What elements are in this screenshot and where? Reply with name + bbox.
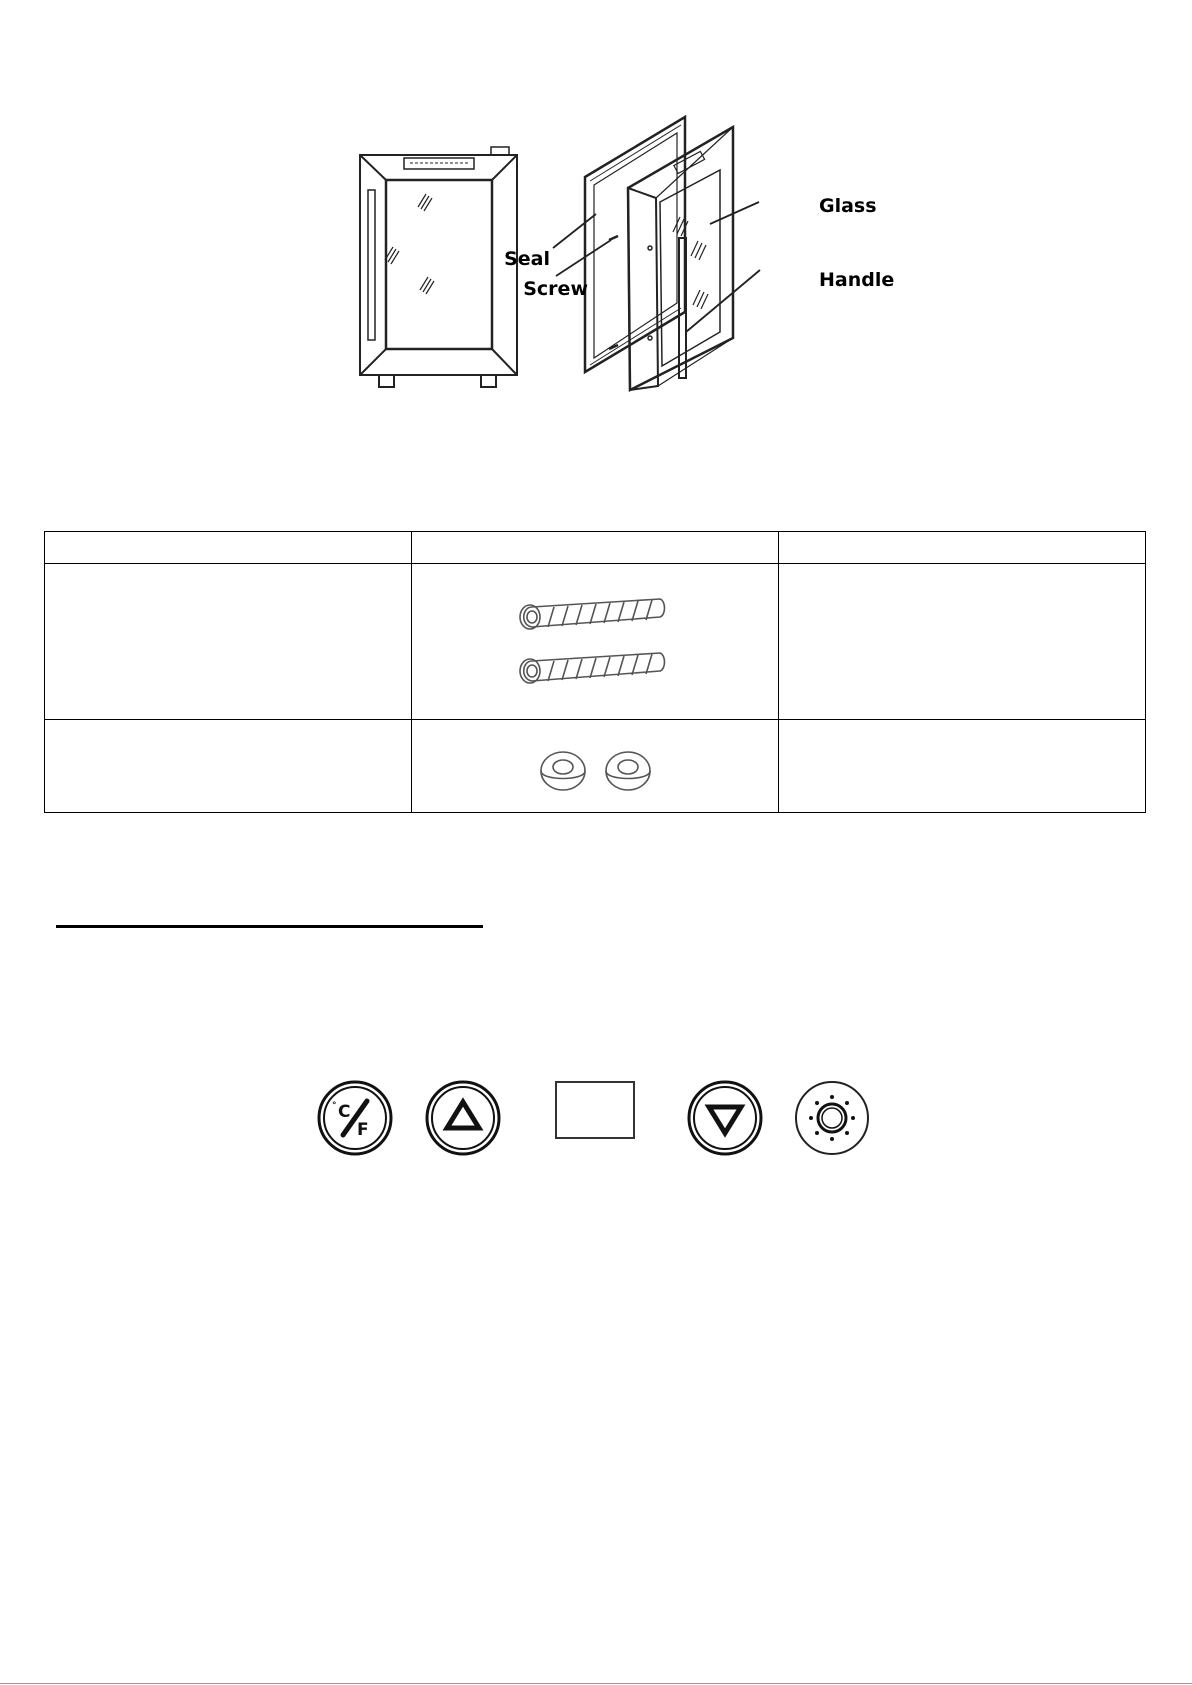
door-frame-outer <box>628 127 733 390</box>
callout-seal: Seal <box>504 248 550 270</box>
svg-text:C: C <box>338 1102 351 1122</box>
door-frame-depth <box>628 188 658 390</box>
table-row <box>45 720 1146 813</box>
part-name-cell <box>45 720 412 813</box>
triangle-up-icon <box>424 1079 502 1157</box>
svg-text:°: ° <box>332 1101 337 1111</box>
door-glass-panel <box>660 170 720 366</box>
callout-screw: Screw <box>523 278 588 300</box>
unit-toggle-button[interactable] <box>316 1079 394 1157</box>
parts-table <box>44 531 1146 813</box>
temp-up-button[interactable] <box>424 1079 502 1157</box>
part-quantity-cell <box>779 564 1146 720</box>
part-quantity-cell <box>779 720 1146 813</box>
triangle-down-icon <box>686 1079 764 1157</box>
cooler-glass-panel <box>386 180 492 349</box>
handle-leader <box>686 270 760 332</box>
cooler-handle <box>368 190 375 340</box>
callout-glass: Glass <box>819 195 877 217</box>
screw-leader <box>556 240 611 276</box>
table-header-row <box>45 532 1146 564</box>
cooler-foot-left <box>379 375 394 387</box>
screw-icon <box>510 587 680 697</box>
part-picture-cell <box>412 564 779 720</box>
light-button[interactable] <box>793 1079 871 1157</box>
section-heading-underline <box>56 925 483 928</box>
celsius-fahrenheit-icon <box>316 1079 394 1157</box>
seal-leader <box>553 214 596 248</box>
table-header-cell <box>412 532 779 564</box>
door-assembly-drawing <box>300 100 920 420</box>
control-panel <box>316 1075 876 1165</box>
cooler-hinge <box>491 147 509 155</box>
cooler-foot-right <box>481 375 496 387</box>
door-control-strip <box>674 151 705 173</box>
page-bottom-rule <box>0 1683 1192 1684</box>
glass-leader <box>710 202 759 224</box>
svg-text:F: F <box>357 1120 369 1140</box>
cooler-control-strip <box>404 158 474 169</box>
table-row <box>45 564 1146 720</box>
temp-down-button[interactable] <box>686 1079 764 1157</box>
cooler-body <box>360 155 517 375</box>
temperature-display <box>555 1081 635 1139</box>
washer-icon <box>530 745 660 797</box>
table-header-cell <box>45 532 412 564</box>
part-picture-cell <box>412 720 779 813</box>
door-assembly-figure <box>300 100 920 420</box>
part-name-cell <box>45 564 412 720</box>
light-bulb-icon <box>793 1079 871 1157</box>
table-header-cell <box>779 532 1146 564</box>
seal-frame-outer <box>585 117 685 372</box>
callout-handle: Handle <box>819 269 895 291</box>
